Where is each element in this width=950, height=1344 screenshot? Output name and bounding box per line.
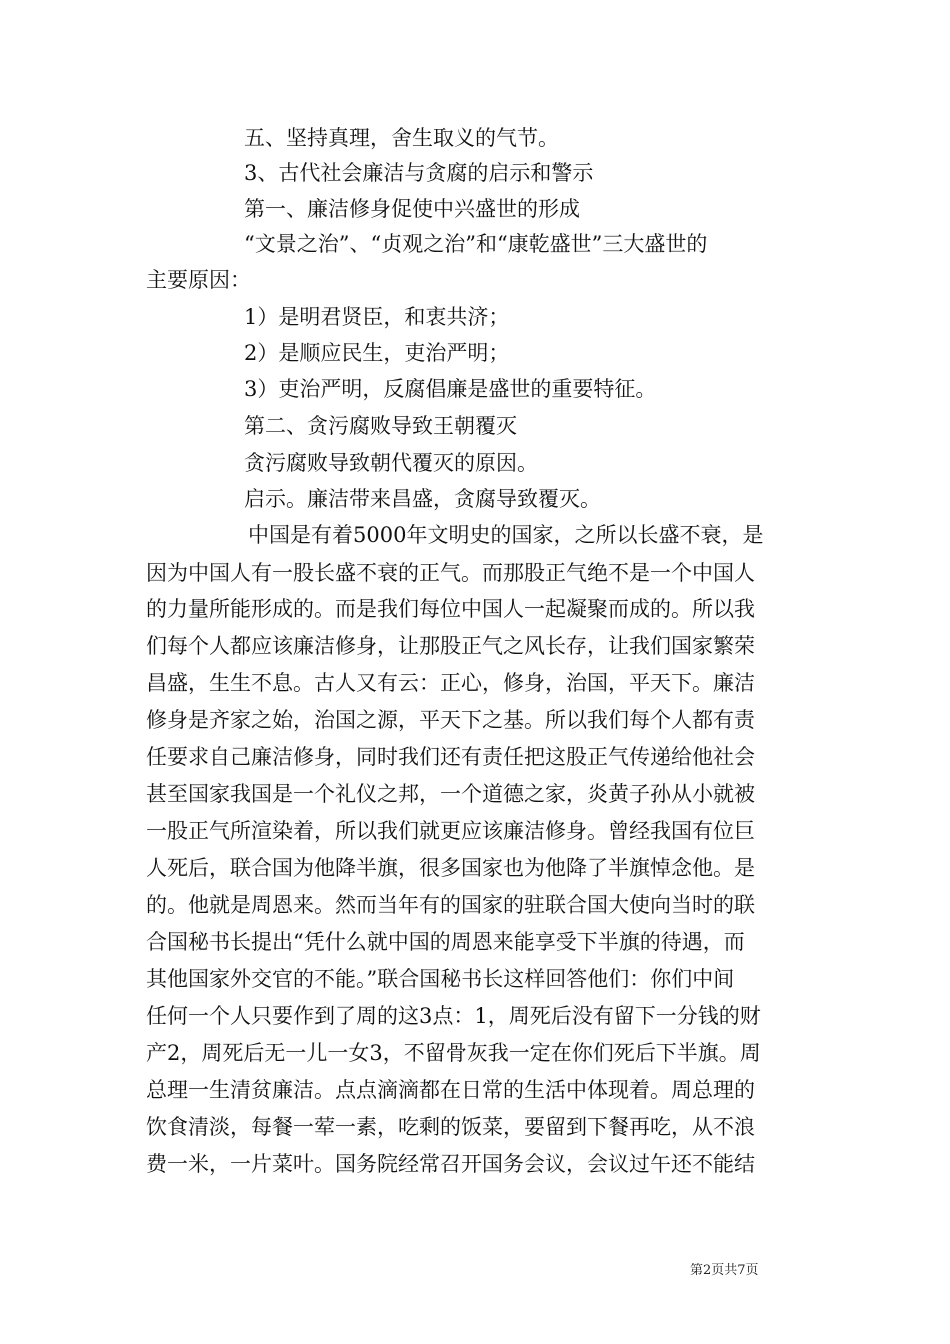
heading-line: 第一、廉洁修身促使中兴盛世的形成 [244,197,580,221]
paragraph-line: 们每个人都应该廉洁修身，让那股正气之风长存，让我们国家繁荣 [146,634,755,658]
list-item: 2）是顺应民生，吏治严明； [244,341,510,365]
paragraph-line: 因为中国人有一股长盛不衰的正气。而那股正气绝不是一个中国人 [146,561,755,585]
text-line: 贪污腐败导致朝代覆灭的原因。 [244,451,538,475]
paragraph-line: 修身是齐家之始，治国之源，平天下之基。所以我们每个人都有责 [146,708,755,732]
paragraph-line: 任何一个人只要作到了周的这3点：1，周死后没有留下一分钱的财 [146,1004,761,1028]
paragraph-line: 饮食清淡，每餐一荤一素，吃剩的饭菜，要留到下餐再吃，从不浪 [146,1115,755,1139]
paragraph-line: 中国是有着5000年文明史的国家，之所以长盛不衰，是 [248,523,764,547]
page-number-footer: 第2页共7页 [690,1263,759,1278]
paragraph-line: 任要求自己廉洁修身，同时我们还有责任把这股正气传递给他社会 [146,745,755,769]
paragraph-line: 人死后，联合国为他降半旗，很多国家也为他降了半旗悼念他。是 [146,856,755,880]
paragraph-line: 其他国家外交官的不能。”联合国秘书长这样回答他们：你们中间 [146,967,735,991]
paragraph-line: 费一米，一片菜叶。国务院经常召开国务会议，会议过午还不能结 [146,1152,755,1176]
paragraph-line: 产2，周死后无一儿一女3，不留骨灰我一定在你们死后下半旗。周 [146,1041,761,1065]
paragraph-line: 总理一生清贫廉洁。点点滴滴都在日常的生活中体现着。周总理的 [146,1078,755,1102]
text-line: “文景之治”、“贞观之治”和“康乾盛世”三大盛世的 [244,232,708,256]
text-line: 启示。廉洁带来昌盛，贪腐导致覆灭。 [244,487,601,511]
paragraph-line: 合国秘书长提出“凭什么就中国的周恩来能享受下半旗的待遇，而 [146,930,745,954]
paragraph-line: 的力量所能形成的。而是我们每位中国人一起凝聚而成的。所以我 [146,597,755,621]
heading-line: 3、古代社会廉洁与贪腐的启示和警示 [244,161,594,185]
paragraph-line: 甚至国家我国是一个礼仪之邦，一个道德之家，炎黄子孙从小就被 [146,782,755,806]
list-item: 3）吏治严明，反腐倡廉是盛世的重要特征。 [244,377,657,401]
paragraph-line: 的。他就是周恩来。然而当年有的国家的驻联合国大使向当时的联 [146,893,755,917]
list-item: 1）是明君贤臣，和衷共济； [244,305,510,329]
paragraph-line: 昌盛，生生不息。古人又有云：正心，修身，治国，平天下。廉洁 [146,671,755,695]
heading-line: 第二、贪污腐败导致王朝覆灭 [244,414,517,438]
paragraph-line: 一股正气所渲染着，所以我们就更应该廉洁修身。曾经我国有位巨 [146,819,755,843]
heading-line: 五、坚持真理，舍生取义的气节。 [244,126,559,150]
text-line: 主要原因： [146,268,251,292]
